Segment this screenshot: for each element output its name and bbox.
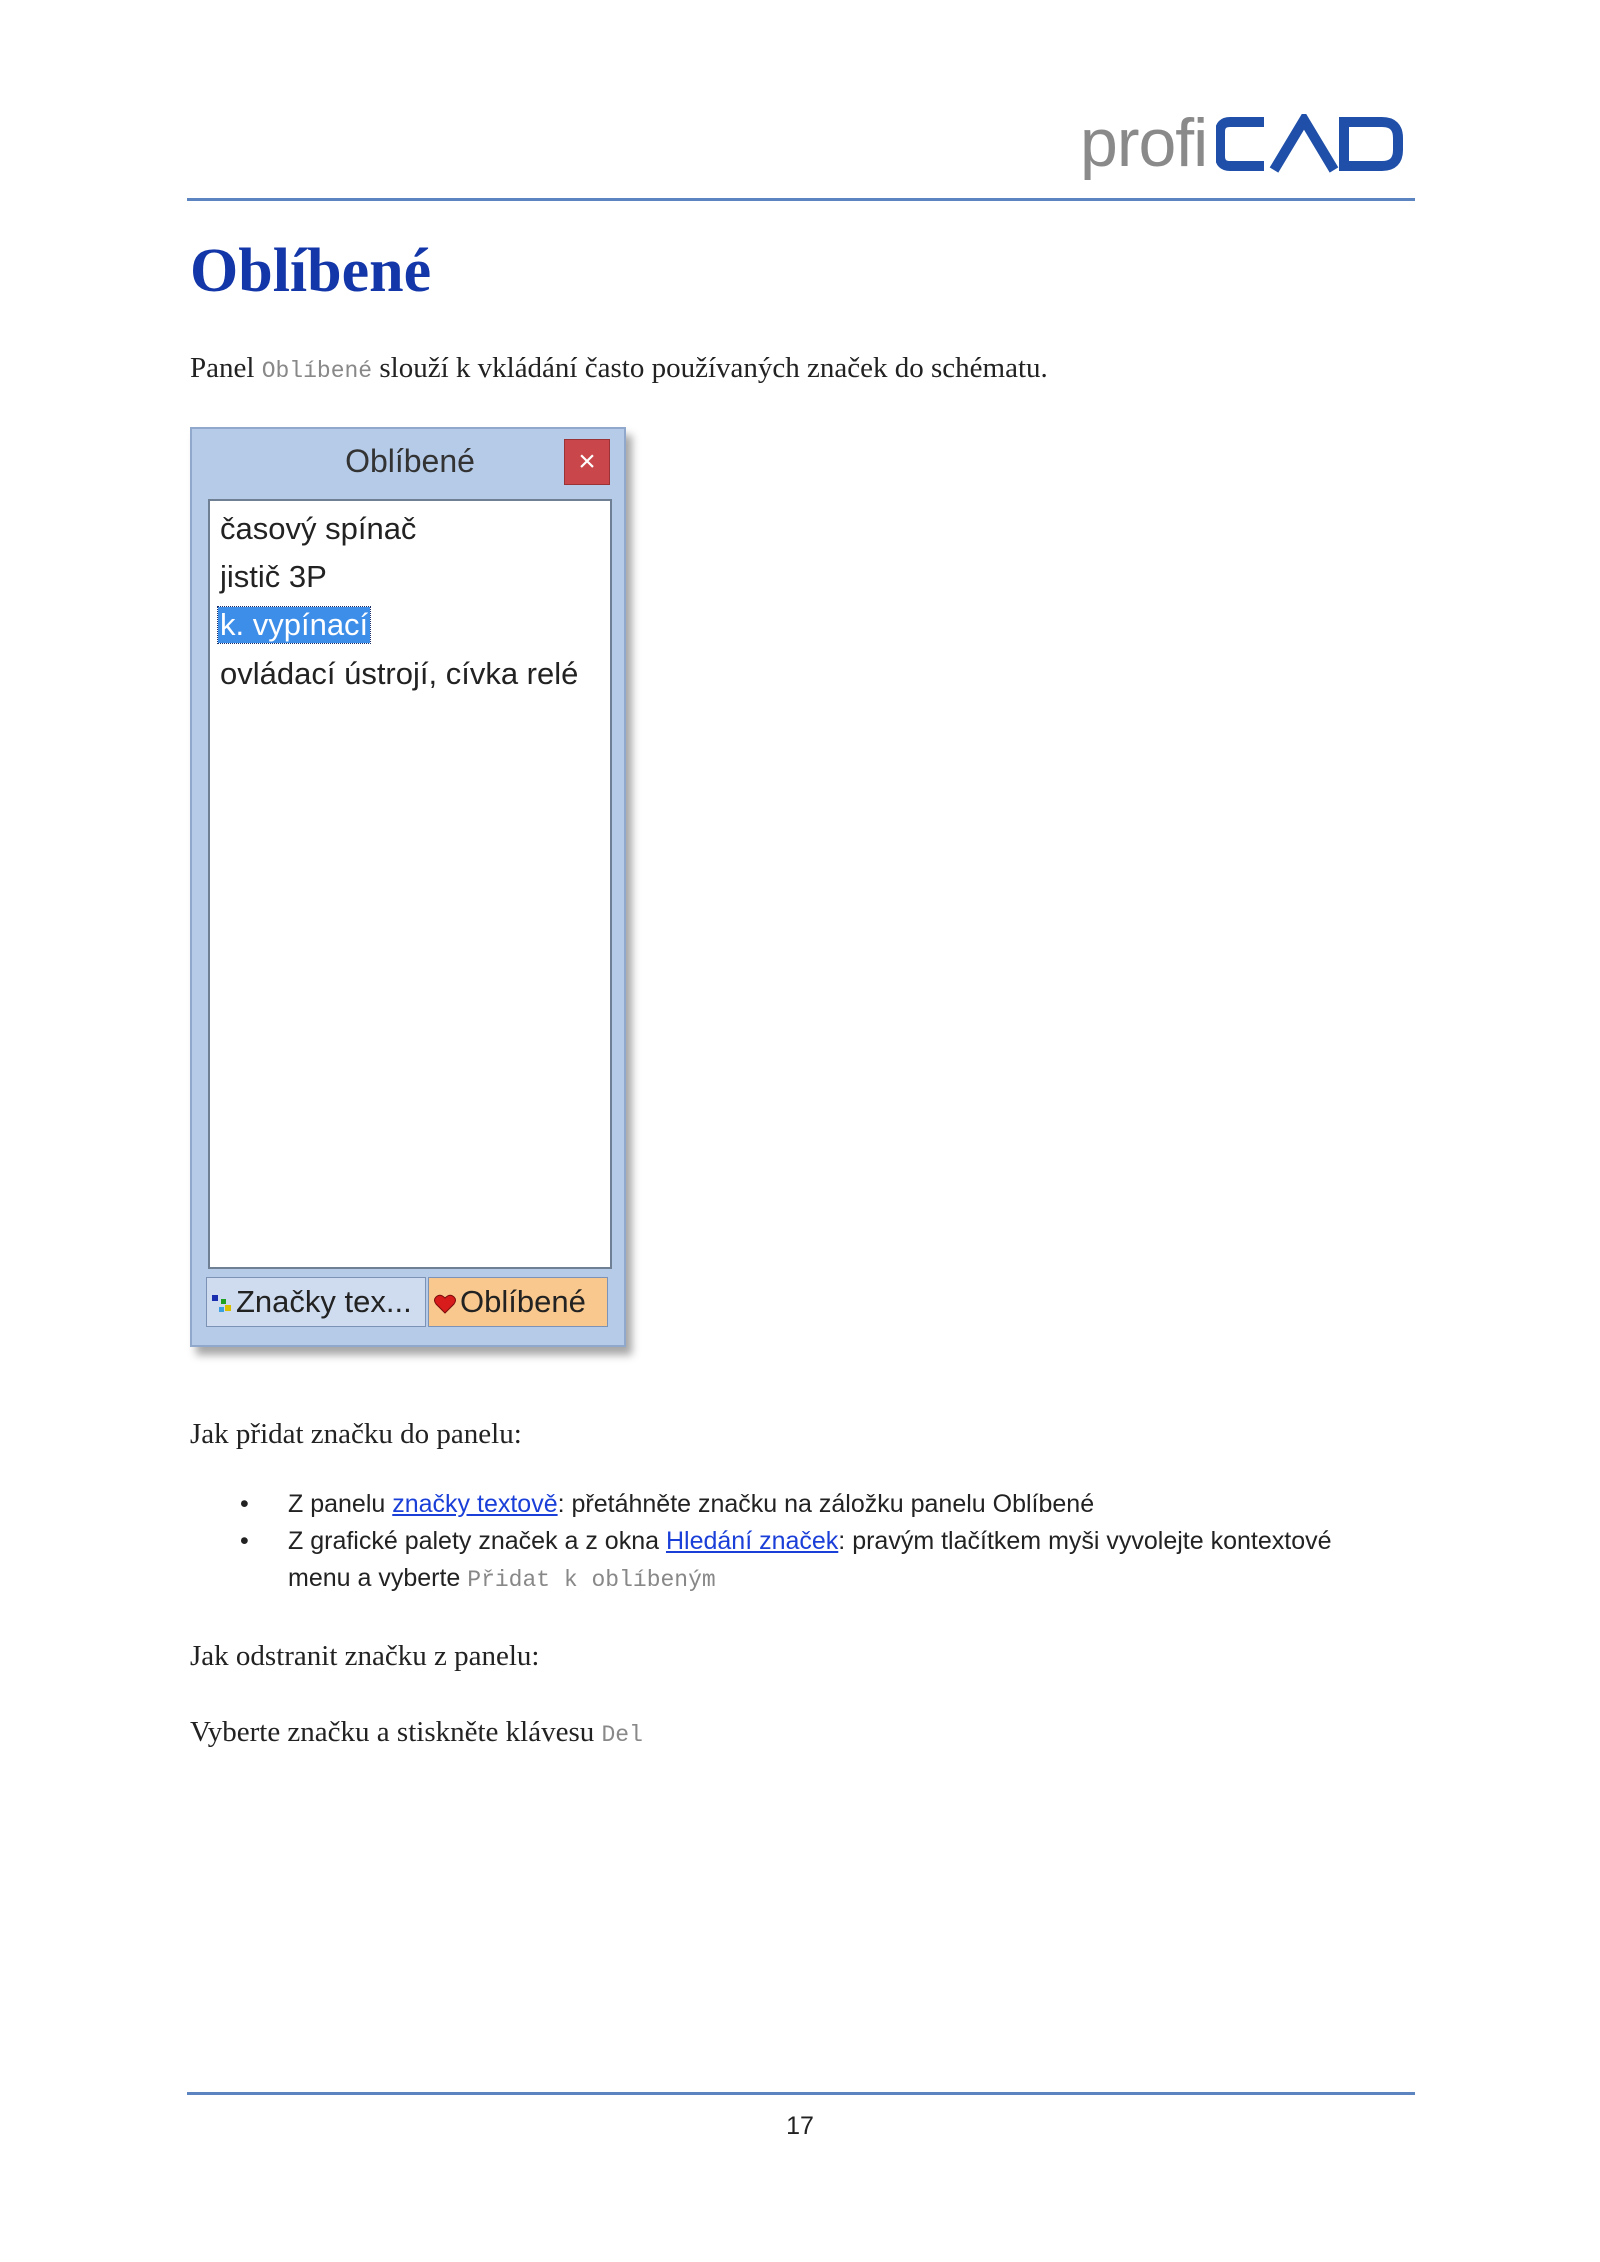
bullet-1-text-after: : přetáhněte značku na záložku panelu Oblíbené: [557, 1490, 1095, 1518]
page-title: Oblíbené: [190, 237, 432, 305]
menu-command-code: Přidat k oblíbeným: [467, 1567, 716, 1593]
intro-text-after: slouží k vkládání často používaných značek do schématu.: [372, 352, 1048, 384]
footer-rule: [187, 2092, 1415, 2095]
intro-code: Oblíbené: [261, 358, 373, 384]
list-item[interactable]: časový spínač: [220, 511, 417, 546]
list-item[interactable]: jistič 3P: [220, 559, 327, 594]
proficad-logo: [1080, 105, 1410, 181]
close-icon: ×: [578, 445, 596, 478]
list-item: [240, 1523, 1420, 1599]
symbols-tree-icon: [211, 1293, 233, 1315]
intro-paragraph: [190, 352, 1048, 385]
tab-favorites[interactable]: [428, 1277, 608, 1327]
intro-text-before: Panel: [190, 352, 262, 384]
bullet-2-text: Z grafické palety značek a z okna: [288, 1527, 666, 1555]
bullet-1-text: Z panelu: [288, 1490, 393, 1518]
remove-paragraph: [190, 1716, 643, 1749]
key-code: Del: [601, 1722, 643, 1748]
heart-icon: [433, 1293, 457, 1315]
bullet-icon: •: [240, 1490, 249, 1518]
logo-profi-text: profi: [1080, 105, 1208, 181]
panel-tabs: [206, 1277, 616, 1329]
favorites-panel: [190, 427, 626, 1347]
header-rule: [187, 198, 1415, 201]
list-item-selected[interactable]: k. vypínací: [220, 607, 369, 642]
bullet-icon: •: [240, 1527, 249, 1555]
bullet-2-text-after: : pravým tlačítkem myši vyvolejte kontextové: [838, 1527, 1332, 1555]
tab-text-symbols[interactable]: [206, 1277, 426, 1327]
bullet-list: [240, 1486, 1420, 1599]
tab-text-symbols-label: Značky tex...: [236, 1284, 412, 1319]
remove-text: Vyberte značku a stiskněte klávesu: [190, 1716, 602, 1748]
link-text-symbols[interactable]: značky textově: [392, 1490, 558, 1518]
favorites-list[interactable]: [208, 499, 612, 1269]
panel-title: Oblíbené: [345, 443, 475, 479]
add-heading: Jak přidat značku do panelu:: [190, 1418, 522, 1450]
logo-cad-mark: [1216, 114, 1406, 174]
page-number: 17: [786, 2112, 814, 2140]
tab-favorites-label: Oblíbené: [460, 1284, 586, 1319]
list-item: [240, 1486, 1420, 1523]
remove-heading: Jak odstranit značku z panelu:: [190, 1640, 540, 1672]
list-item[interactable]: ovládací ústrojí, cívka relé: [220, 656, 579, 691]
link-search-symbols[interactable]: Hledání značek: [665, 1527, 839, 1555]
bullet-2-line2: menu a vyberte: [288, 1564, 468, 1592]
close-button[interactable]: [564, 439, 610, 485]
